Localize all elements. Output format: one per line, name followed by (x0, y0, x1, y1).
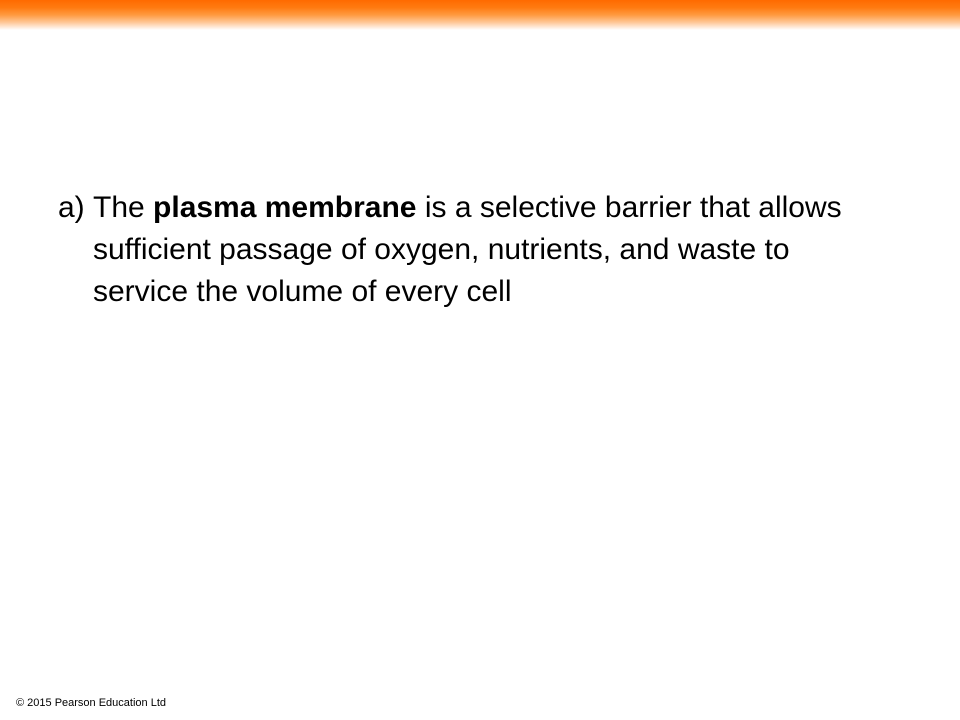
bullet-text-before: The (93, 191, 154, 224)
copyright-footer: © 2015 Pearson Education Ltd (16, 697, 166, 709)
top-accent-band (0, 0, 960, 30)
bullet-text (93, 187, 888, 313)
bullet-text-bold: plasma membrane (153, 191, 417, 224)
bullet-item (58, 187, 888, 313)
bullet-marker: a) (58, 191, 85, 224)
bullet-text-after: is a selective barrier that allows sufficient passage of oxygen, nutrients, and waste to service the volume of every cell (93, 191, 842, 308)
